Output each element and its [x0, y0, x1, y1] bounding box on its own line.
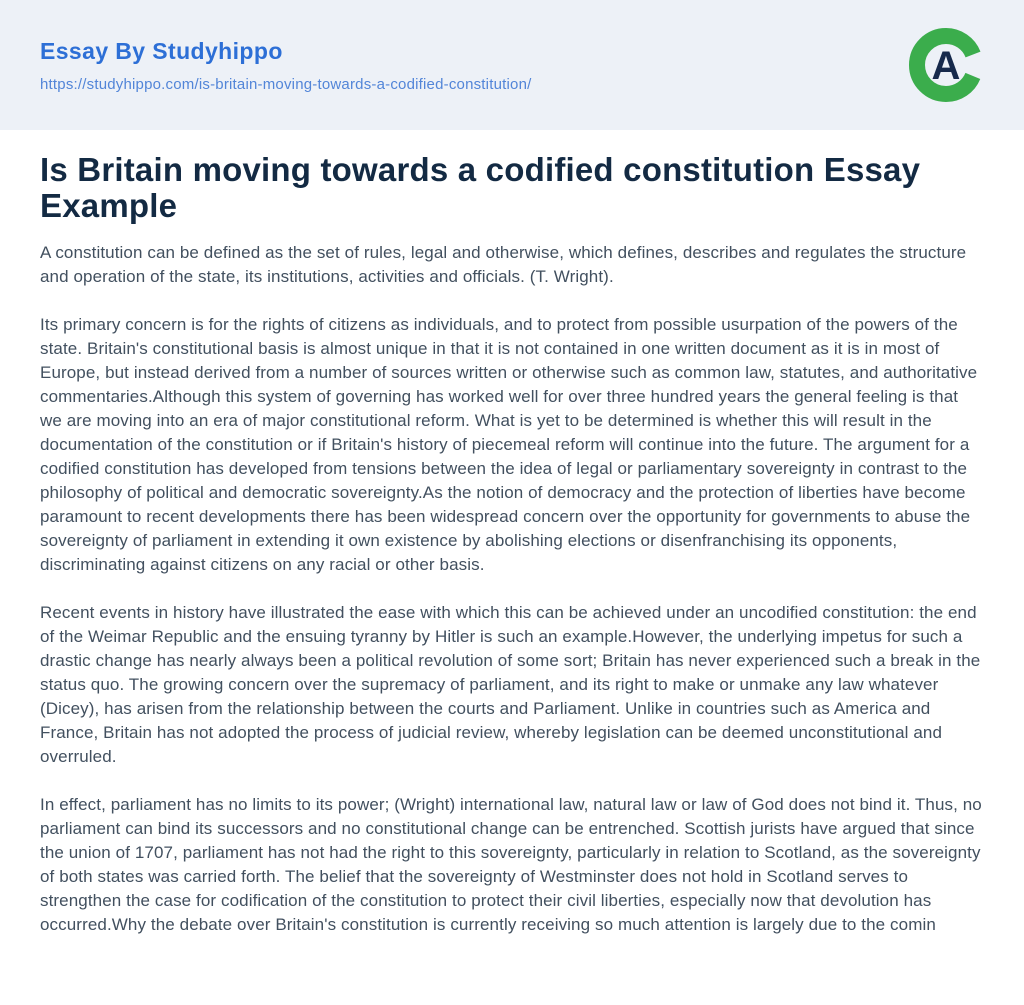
- header-text-block: [40, 38, 531, 93]
- essay-paragraph-4: In effect, parliament has no limits to its power; (Wright) international law, natural law or law of God does not bind it. Thus, no parliament can bind its successors and no constitutional change can be entrenched. Scottish jurists have argued that since the union of 1707, parliament has not had the right to this sovereignty, particularly in relation to Scotland, as the sovereignty of both states was carried forth. The belief that the sovereignty of Westminster does not hold in Scotland serves to strengthen the case for codification of the constitution to protect their civil liberties, especially now that devolution has occurred.Why the debate over Britain's constitution is currently receiving so much attention is largely due to the comin: [40, 795, 982, 935]
- essay-paragraph-3: Recent events in history have illustrated the ease with which this can be achieved under an uncodified constitution: the end of the Weimar Republic and the ensuing tyranny by Hitler is such an example.However, the underlying impetus for such a drastic change has nearly always been a political revolution of some sort; Britain has never experienced such a break in the status quo. The growing concern over the supremacy of parliament, and its right to make or unmake any law whatever (Dicey), has arisen from the relationship between the courts and Parliament. Unlike in countries such as America and France, Britain has not adopted the process of judicial review, whereby legislation can be deemed unconstitutional and overruled.: [40, 603, 981, 767]
- site-title: Essay By Studyhippo: [40, 37, 283, 64]
- essay-paragraph-1: A constitution can be defined as the set of rules, legal and otherwise, which defines, describes and regulates the structure and operation of the state, its institutions, activities and officials. (T. Wright).: [40, 243, 967, 287]
- essay-content: [0, 130, 1024, 1001]
- essay-title: Is Britain moving towards a codified constitution Essay Example: [40, 151, 921, 224]
- essay-paragraph-2: Its primary concern is for the rights of citizens as individuals, and to protect from possible usurpation of the powers of the state. Britain's constitutional basis is almost unique in that it is not contained in one written document as it is in most of Europe, but instead derived from a number of sources written or otherwise such as common law, statutes, and authoritative commentaries.Although this system of governing has worked well for over three hundred years the general feeling is that we are moving into an era of major constitutional reform. What is yet to be determined is whether this will result in the documentation of the constitution or if Britain's history of piecemeal reform will continue into the future. The argument for a codified constitution has developed from tensions between the idea of legal or parliamentary sovereignty in contrast to the philosophy of political and democratic sovereignty.As the notion of democracy and the protection of liberties have become paramount to recent developments there has been widespread concern over the opportunity for governments to abuse the sovereignty of parliament in extending it own existence by abolishing elections or disenfranchising its opponents, discriminating against citizens on any racial or other basis.: [40, 315, 978, 575]
- site-header: [0, 0, 1024, 130]
- source-url-link[interactable]: https://studyhippo.com/is-britain-moving-towards-a-codified-constitution/: [40, 75, 532, 93]
- studyhippo-logo-icon: [908, 27, 984, 103]
- logo-letter: A: [931, 44, 961, 88]
